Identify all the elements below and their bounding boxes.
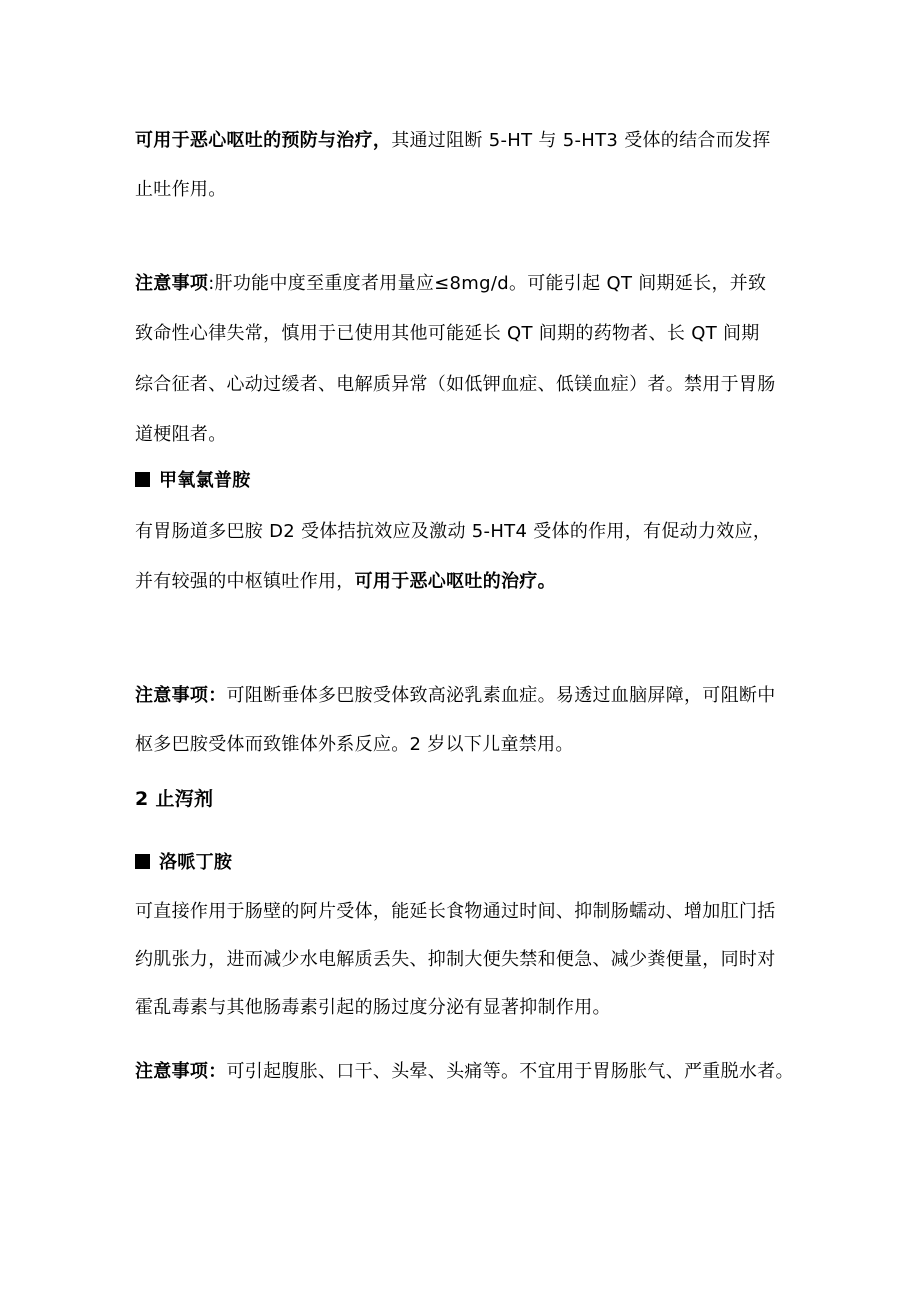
drug-3-line-3: 霍乱毒素与其他肠毒素引起的肠过度分泌有显著抑制作用。 bbox=[135, 997, 611, 1018]
paragraph-1-line-2: 止吐作用。 bbox=[135, 179, 227, 200]
note-text: :肝功能中度至重度者用量应≤8mg/d。可能引起 QT 间期延长，并致 bbox=[208, 273, 767, 294]
black-square-icon bbox=[135, 472, 150, 487]
note-1-line-1 bbox=[135, 272, 766, 296]
note-1-line-2: 致命性心律失常，慎用于已使用其他可能延长 QT 间期的药物者、长 QT 间期 bbox=[135, 323, 760, 344]
drug-heading-metoclopramide bbox=[135, 469, 251, 493]
indication-bold: 可用于恶心呕吐的预防与治疗， bbox=[135, 130, 392, 151]
note-1-line-3: 综合征者、心动过缓者、电解质异常（如低钾血症、低镁血症）者。禁用于胃肠 bbox=[135, 374, 776, 395]
section-heading bbox=[135, 787, 213, 811]
section-title: 止泻剂 bbox=[155, 788, 214, 810]
drug-title: 洛哌丁胺 bbox=[159, 852, 233, 873]
black-square-icon bbox=[135, 854, 150, 869]
note-2-line-2: 枢多巴胺受体而致锥体外系反应。2 岁以下儿童禁用。 bbox=[135, 734, 574, 755]
indication-bold: 可用于恶心呕吐的治疗。 bbox=[354, 571, 556, 592]
note-label: 注意事项 bbox=[135, 273, 209, 294]
note-text: 可阻断垂体多巴胺受体致高泌乳素血症。易透过血脑屏障，可阻断中 bbox=[226, 685, 776, 706]
drug-text: 并有较强的中枢镇吐作用， bbox=[135, 571, 355, 592]
drug-title: 甲氧氯普胺 bbox=[159, 470, 251, 491]
note-label: 注意事项： bbox=[135, 685, 227, 706]
note-3-line-1 bbox=[135, 1060, 794, 1084]
note-text: 可引起腹胀、口干、头晕、头痛等。不宜用于胃肠胀气、严重脱水者。 bbox=[226, 1061, 794, 1082]
note-label: 注意事项： bbox=[135, 1061, 227, 1082]
paragraph-1-line-1 bbox=[135, 129, 771, 153]
drug-heading-loperamide bbox=[135, 851, 232, 875]
drug-2-line-1: 有胃肠道多巴胺 D2 受体拮抗效应及激动 5-HT4 受体的作用，有促动力效应， bbox=[135, 521, 772, 542]
paragraph-text: 其通过阻断 5-HT 与 5-HT3 受体的结合而发挥 bbox=[391, 130, 771, 151]
note-2-line-1 bbox=[135, 684, 776, 708]
drug-2-line-2 bbox=[135, 570, 556, 594]
drug-3-line-1: 可直接作用于肠壁的阿片受体，能延长食物通过时间、抑制肠蠕动、增加肛门括 bbox=[135, 901, 776, 922]
drug-3-line-2: 约肌张力，进而减少水电解质丢失、抑制大便失禁和便急、减少粪便量，同时对 bbox=[135, 949, 776, 970]
section-number: 2 bbox=[135, 788, 149, 810]
note-1-line-4: 道梗阻者。 bbox=[135, 424, 227, 445]
